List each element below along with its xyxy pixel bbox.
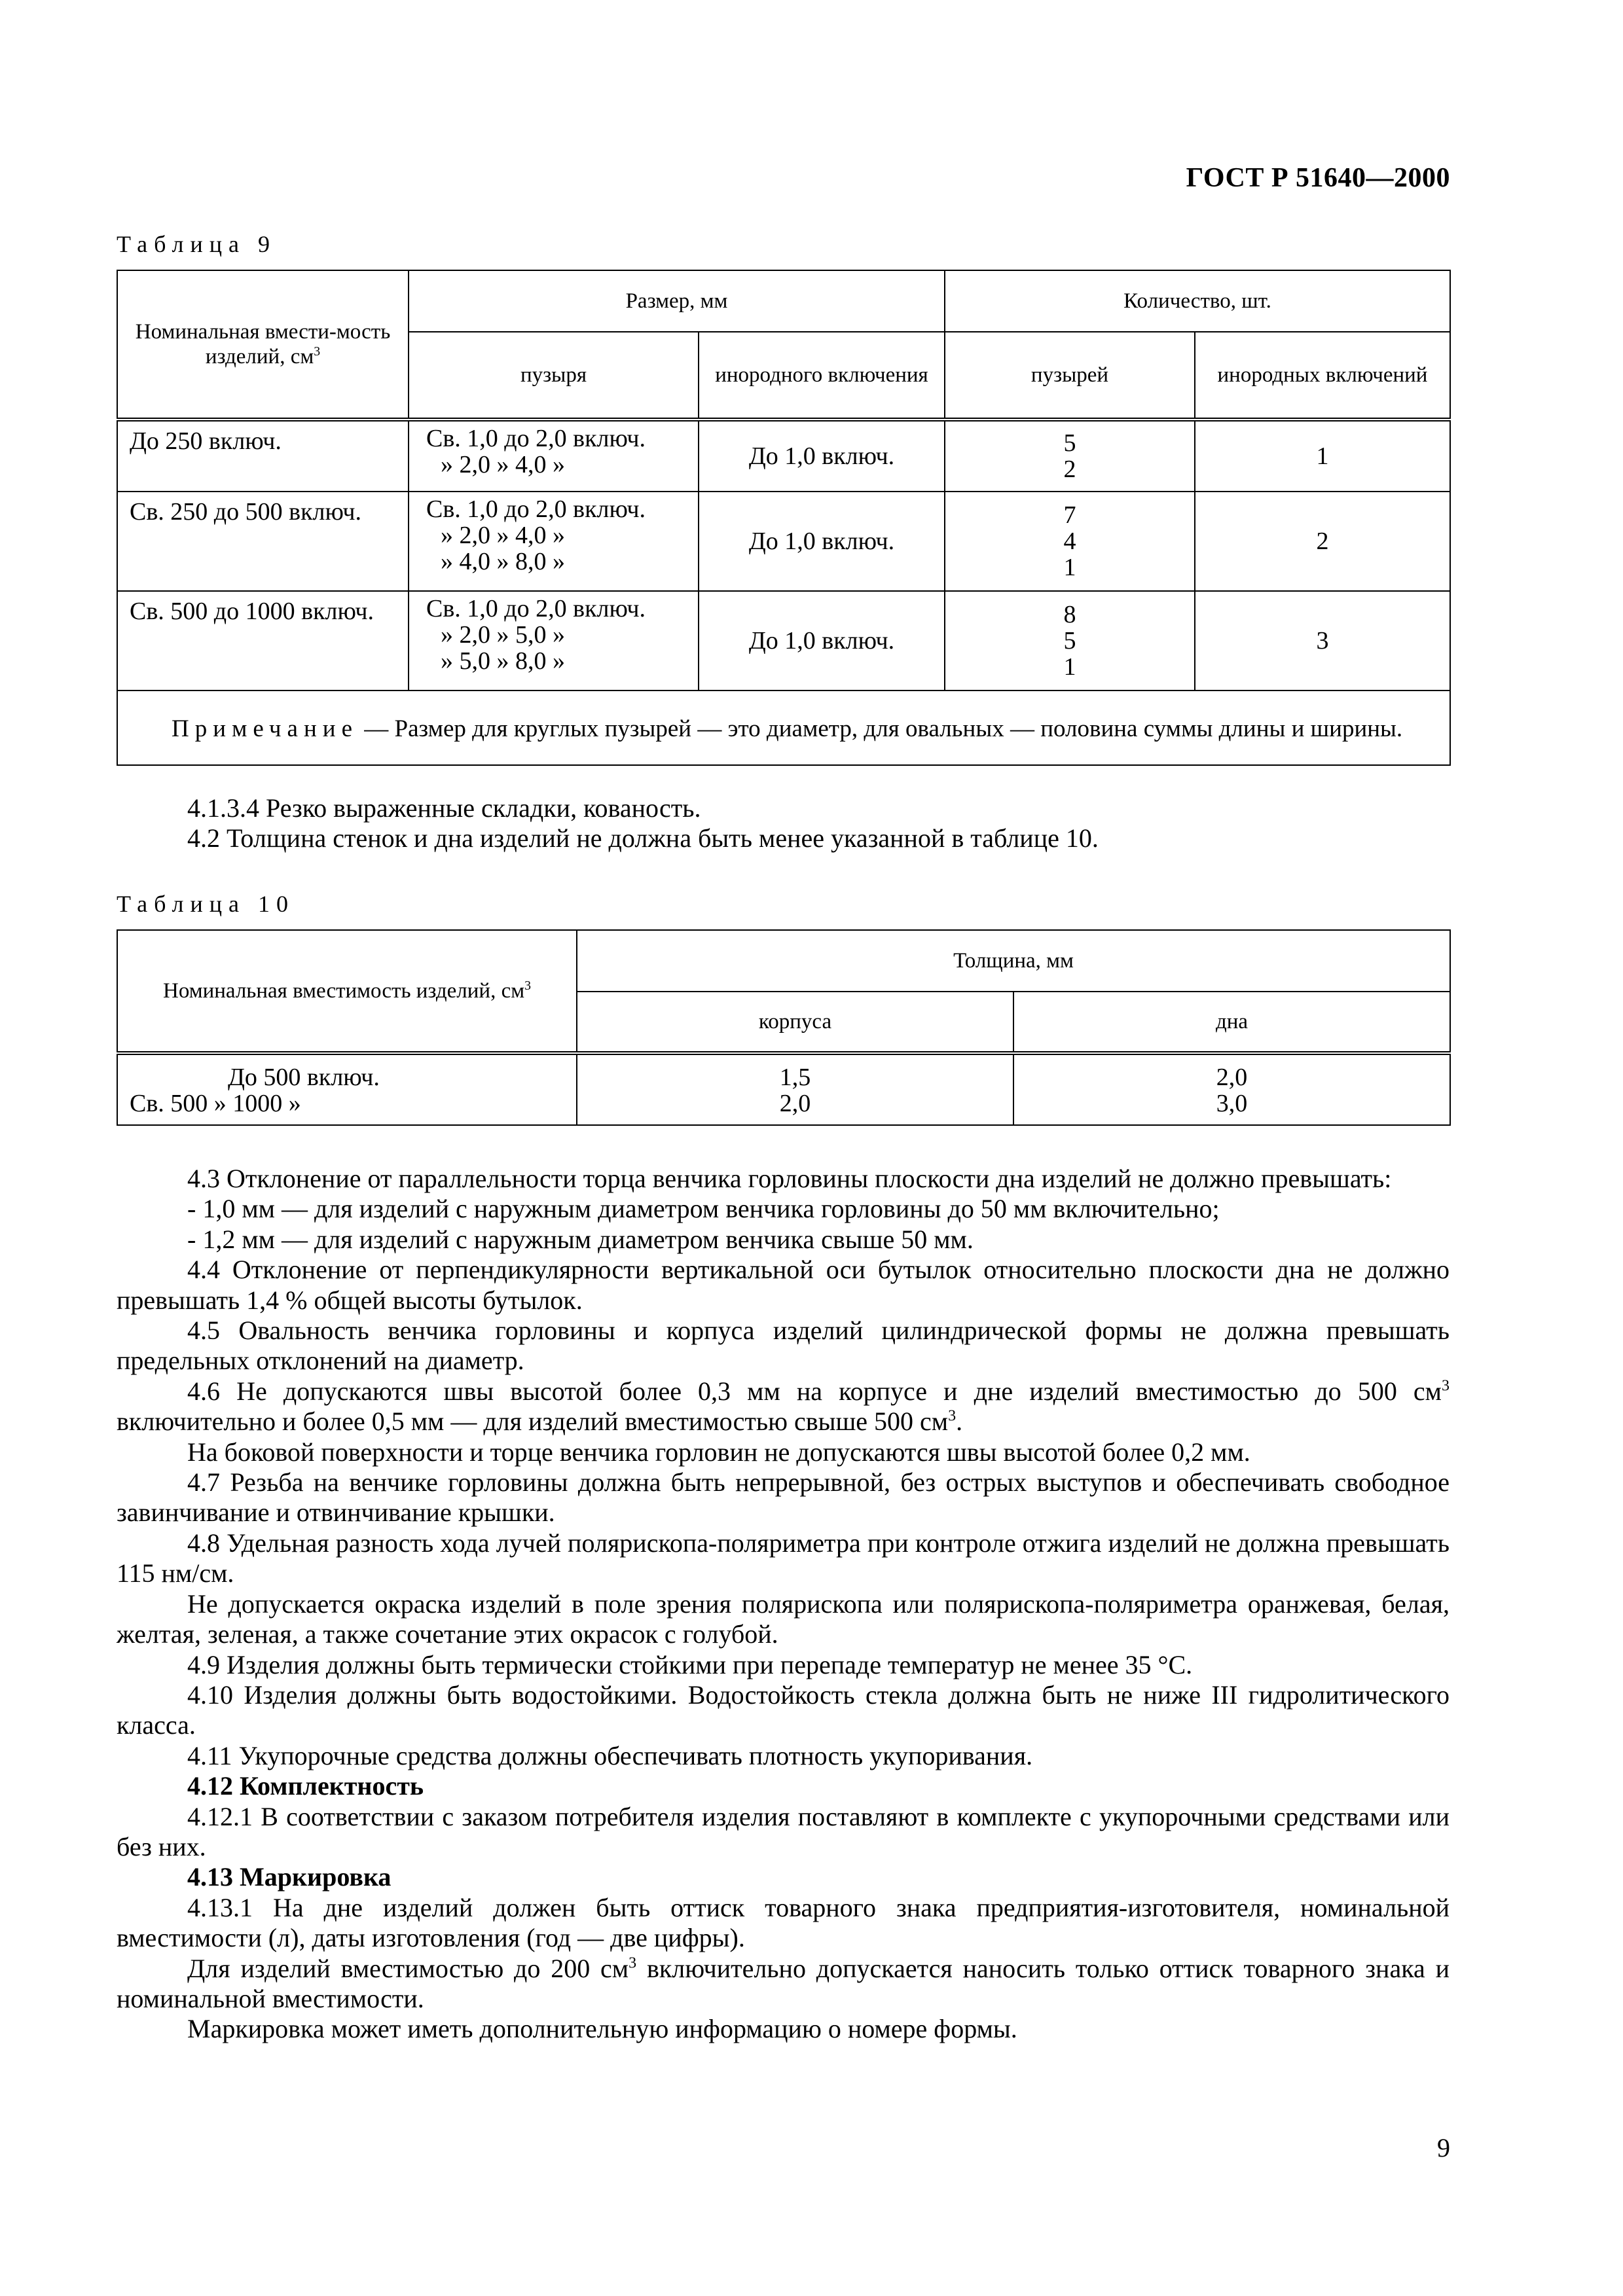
page-number: 9 bbox=[1437, 2133, 1450, 2162]
col-inclusion-size-header: инородного включения bbox=[699, 332, 945, 420]
bubble-size-cell: Св. 1,0 до 2,0 включ. » 2,0 » 4,0 » » 4,0 » 8,0 » bbox=[409, 492, 699, 591]
heading-4-13: 4.13 Маркировка bbox=[187, 1862, 392, 1892]
paragraph-4-12-1: 4.12.1 В соответствии с заказом потребителя изделия поставляют в комплекте с укупорочными средствами или без них. bbox=[117, 1801, 1450, 1861]
inclusion-size-cell: До 1,0 включ. bbox=[699, 591, 945, 691]
table10-caption: Таблица 10 bbox=[117, 891, 295, 917]
bubble-size-cell: Св. 1,0 до 2,0 включ. » 2,0 » 4,0 » bbox=[409, 420, 699, 492]
bubble-size-cell: Св. 1,0 до 2,0 включ. » 2,0 » 5,0 » » 5,0 » 8,0 » bbox=[409, 591, 699, 691]
paragraph-4-13-1-2: Для изделий вместимостью до 200 $см^3$ включительно допускается наносить только оттиск товарного знака и номинальной вместимости. bbox=[117, 1953, 1450, 2013]
paragraph-4-6-2: На боковой поверхности и торце венчика горловин не допускаются швы высотой более 0,2 мм. bbox=[187, 1437, 1250, 1467]
list-item: - 1,0 мм — для изделий с наружным диаметром венчика горловины до 50 мм включительно; bbox=[187, 1194, 1220, 1224]
bubble-count-cell: 8 5 1 bbox=[945, 591, 1195, 691]
paragraph-4-7: 4.7 Резьба на венчике горловины должна быть непрерывной, без острых выступов и обеспечивать свободное завинчивание и отвинчивание крышки. bbox=[117, 1467, 1450, 1528]
body-thickness-cell: 1,5 2,0 bbox=[577, 1053, 1013, 1125]
capacity-cell: Св. 500 до 1000 включ. bbox=[117, 591, 409, 691]
table-row bbox=[117, 1053, 1450, 1125]
col-capacity-header: Номинальная вместимость изделий, $см^3$ bbox=[117, 930, 577, 1053]
list-item: - 1,2 мм — для изделий с наружным диаметром венчика свыше 50 мм. bbox=[187, 1224, 974, 1254]
capacity-cell: Св. 250 до 500 включ. bbox=[117, 492, 409, 591]
table-10 bbox=[117, 929, 1451, 1126]
paragraph-4-10: 4.10 Изделия должны быть водостойкими. Водостойкость стекла должна быть не ниже III гидролитического класса. bbox=[117, 1679, 1450, 1740]
table-row bbox=[117, 591, 1450, 691]
inclusion-size-cell: До 1,0 включ. bbox=[699, 492, 945, 591]
inclusion-count-cell: 2 bbox=[1195, 492, 1450, 591]
paragraph-4-1-3-4: 4.1.3.4 Резко выраженные складки, кованость. bbox=[187, 793, 701, 823]
col-bubble-size-header: пузыря bbox=[409, 332, 699, 420]
body-text bbox=[117, 1164, 1450, 2045]
capacity-cell: До 500 включ. Св. 500 » 1000 » bbox=[117, 1053, 577, 1125]
paragraph-4-4: 4.4 Отклонение от перпендикулярности вертикальной оси бутылок относительно плоскости дна не должно превышать 1,4 % общей высоты бутылок. bbox=[117, 1255, 1450, 1315]
paragraph-4-9: 4.9 Изделия должны быть термически стойкими при перепаде температур не менее 35 °С. bbox=[187, 1649, 1193, 1679]
paragraph-4-3: 4.3 Отклонение от параллельности торца венчика горловины плоскости дна изделий не должно превышать: bbox=[187, 1164, 1392, 1193]
inclusion-size-cell: До 1,0 включ. bbox=[699, 420, 945, 492]
paragraph-4-8-2: Не допускается окраска изделий в поле зрения полярископа или полярископа-поляриметра оранжевая, белая, желтая, зеленая, а также сочетание этих окрасок с голубой. bbox=[117, 1588, 1450, 1649]
note-label: Примечание bbox=[172, 715, 358, 742]
col-body-header: корпуса bbox=[577, 992, 1013, 1053]
paragraph-4-5: 4.5 Овальность венчика горловины и корпуса изделий цилиндрической формы не должна превышать предельных отклонений на диаметр. bbox=[117, 1316, 1450, 1376]
col-size-header: Размер, мм bbox=[409, 270, 945, 332]
paragraph-4-13-1-3: Маркировка может иметь дополнительную информацию о номере формы. bbox=[187, 2014, 1017, 2044]
inclusion-count-cell: 1 bbox=[1195, 420, 1450, 492]
col-capacity-header: Номинальная вмести-мость изделий, $см^3$ bbox=[117, 270, 409, 420]
paragraph-4-6: 4.6 Не допускаются швы высотой более 0,3 мм на корпусе и дне изделий вместимостью до 500 $см^3$ включительно и более 0,5 мм — для изделий вместимостью свыше 500 $см^3$. bbox=[117, 1376, 1450, 1437]
paragraph-4-8: 4.8 Удельная разность хода лучей полярископа-поляриметра при контроле отжига изделий не должна превышать 115 нм/см. bbox=[117, 1528, 1450, 1588]
col-inclusion-count-header: инородных включений bbox=[1195, 332, 1450, 420]
bubble-count-cell: 5 2 bbox=[945, 420, 1195, 492]
paragraph-4-13-1: 4.13.1 На дне изделий должен быть оттиск товарного знака предприятия-изготовителя, номинальной вместимости (л), даты изготовления (год — две цифры). bbox=[117, 1892, 1450, 1953]
capacity-cell: До 250 включ. bbox=[117, 420, 409, 492]
table-row bbox=[117, 492, 1450, 591]
heading-4-12: 4.12 Комплектность bbox=[187, 1771, 424, 1801]
standard-designation: ГОСТ Р 51640—2000 bbox=[1186, 163, 1450, 193]
note-text: — Размер для круглых пузырей — это диаметр, для овальных — половина суммы длины и ширины. bbox=[358, 715, 1403, 742]
paragraph-4-2: 4.2 Толщина стенок и дна изделий не должна быть менее указанной в таблице 10. bbox=[187, 823, 1099, 853]
paragraph-4-11: 4.11 Укупорочные средства должны обеспечивать плотность укупоривания. bbox=[187, 1740, 1033, 1770]
bottom-thickness-cell: 2,0 3,0 bbox=[1013, 1053, 1450, 1125]
paragraphs-mid bbox=[117, 793, 1450, 854]
inclusion-count-cell: 3 bbox=[1195, 591, 1450, 691]
bubble-count-cell: 7 4 1 bbox=[945, 492, 1195, 591]
table-9 bbox=[117, 270, 1451, 766]
col-count-header: Количество, шт. bbox=[945, 270, 1450, 332]
table9-caption: Таблица 9 bbox=[117, 231, 276, 257]
col-bottom-header: дна bbox=[1013, 992, 1450, 1053]
col-bubble-count-header: пузырей bbox=[945, 332, 1195, 420]
col-thickness-header: Толщина, мм bbox=[577, 930, 1450, 992]
table-row bbox=[117, 420, 1450, 492]
table9-note bbox=[117, 691, 1450, 765]
